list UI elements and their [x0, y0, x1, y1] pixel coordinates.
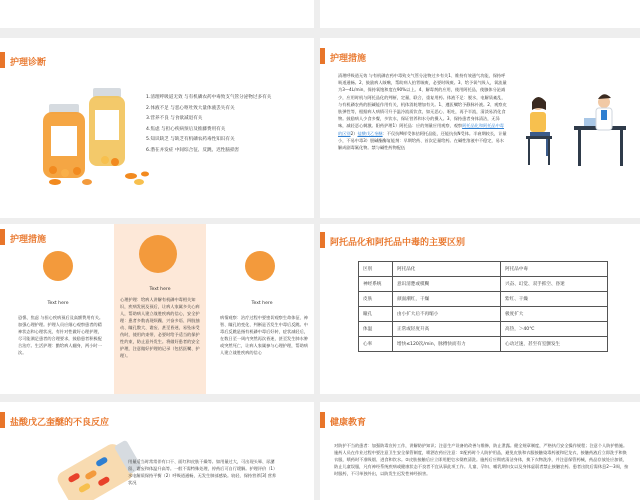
slide-atropine-comparison[interactable]: [320, 224, 640, 394]
slide-title: 护理措施: [330, 54, 367, 64]
slide-top-right[interactable]: [320, 0, 640, 28]
penehyclidine-link[interactable]: 盐酸戊乙奎醚: [357, 130, 383, 136]
adverse-text: 用量适当时常常伴有口干、面红和皮肤干燥等。如用量过大，可出现头晕、尿潴留、谵妄和体温升高等。一般不需特殊处理，停药后可自行缓解。护理评价（1）水电解质保持平衡（2）呼吸道通畅，无发生肺部感染。较轻、保持营养[3] 营养状况: [128, 459, 278, 485]
measures-text: 清理呼吸道无效 与有机磷农药中毒致支气管分泌物过多有关1、维持有效通气功能，保持呼吸道通畅。2、鼓励病人咳嗽，帮助病人拍背咳痰，必要时吸痰。3、给予氧气吸入，氧流量为3—4L/min，保持氧饱和度在90%以上。4、解毒剂的应用，使用阿托品，使腺体分泌减少，应用时机与阿托品化的判断，定量，联合，重复用药。体液不足：脱水，电解质紊乱，与有机磷农药的胆碱能作用有关，机体消耗增加有关。1、遵医嘱给予静脉补液。2、观察皮肤弹性等，根据病人病情可升予温冷流质饮食，如无恶心、呕吐，再予半流，清淡易消化食物。鼓励病人少食多餐，多饮水，保证营养和水分的摄入。3、保持患者身体清洁，无异味，减轻恶心刺激。阳药护理1）阿托品：应的剂量应用观察，观察阿托品化和阿托品中毒的区别2）盐酸戊乙奎醚：不仅抗M样受体拮阿托品能，还能抗抗N受体。半衰期较长，计量小，不易中毒3）胆碱酯酶复能剂：早期给药、首次足量给药。在碱性溶液中不稳定，易水解成剧毒氟化物。禁与碱性药物配伍: [338, 73, 507, 151]
card-heading: Text here: [251, 301, 273, 306]
title-bar: [0, 52, 5, 68]
table-row: 神经系统 意识清楚或模糊 兴奋、幻觉、双手抓空、昏迷: [359, 277, 608, 292]
card-body: 心理护理：给病人讲解有机磷中毒相关知识，疾病发展及预后，让病人家属多关心病人，帮助病人建立战胜疾病的信心，安全护理：患者多数表现烦躁、兴奋多语、四肢抽动、瞳孔散大、谵妄、甚至昏迷，易坠床受伤时，使用约束带，必要时给予适当的保护性约束，防止意外发生。将做好患者的安全护理，注意做好护理的记录（包括医嘱、护理）。: [120, 297, 200, 358]
atropine-link[interactable]: 阿托品化和阿托品中毒的区别: [338, 123, 504, 136]
card-body: 恐惧、焦虑 与担心疾病预后及高额费用有关。加强心理护理。护理人员应细心观察患者的精神状态和心理状况，有针对性做好心理护理，尽可能满足患者的合理要求，鼓励患者积极配合治疗。生活护理：勤给病人翻身，两小时一次。: [18, 315, 104, 355]
slide-title: 盐酸戊乙奎醚的不良反应: [10, 418, 110, 428]
list-item: 4.焦虑 与担心疾病预后及推藤费用有关: [146, 126, 226, 132]
diagnosis-list: [146, 94, 306, 158]
table-header-row: 区别 阿托品化 阿托品中毒: [359, 262, 608, 277]
list-item: 3.营养不良 与食欲减退有关: [146, 116, 203, 122]
list-item: 5.知识缺乏 与缺乏有机磷农药毒性知识有关: [146, 137, 235, 143]
card-middle: [114, 224, 206, 394]
comparison-table: [358, 261, 608, 352]
list-item: 1.清理呼吸道无效 与有机磷农药中毒致支气管分泌物过多有关: [146, 95, 272, 100]
title-bar: [320, 232, 325, 248]
circle-icon: [138, 234, 178, 274]
card-left: [8, 246, 108, 391]
title-bar: [0, 412, 5, 428]
circle-icon: [42, 250, 74, 282]
medicine-bottles-illustration: [35, 78, 155, 188]
circle-icon: [244, 250, 276, 282]
title-bar: [320, 412, 325, 428]
slide-nursing-measures-2[interactable]: [0, 224, 314, 394]
table-row: 皮肤 颜面潮红，干燥 紫红、干燥: [359, 292, 608, 307]
slide-top-left[interactable]: [0, 0, 314, 28]
slide-nursing-diagnosis[interactable]: [0, 38, 314, 218]
slide-adverse-reactions[interactable]: [0, 402, 314, 500]
slide-title: 护理诊断: [10, 58, 47, 68]
card-body: 病情观察：治疗过程中要密切观察生命体征、神智、瞳孔的变化、判断是否发生中毒后反跳。中毒后反跳是指有机磷中毒后好转，症状减轻后，在数日至一周内突然再次昏迷，甚至发生肺水肿或突然死亡，让病人家属参与心理护理，帮助病人建立战胜疾病的信心: [220, 315, 308, 355]
title-bar: [0, 229, 5, 245]
slide-title: 健康教育: [330, 418, 367, 428]
slide-nursing-measures-1[interactable]: [320, 38, 640, 218]
list-item: 6.潜在并发症 中间综合征、反跳、迟性脑损害: [146, 147, 240, 153]
card-right: [212, 246, 312, 391]
slide-title: 阿托品化和阿托品中毒的主要区别: [330, 238, 466, 248]
card-heading: Text here: [47, 301, 69, 306]
title-bar: [320, 48, 325, 64]
slide-title: 护理措施: [10, 235, 47, 245]
table-row: 心率 增快≤120次/min，脉搏快而有力 心动过速，甚至有室颤发生: [359, 337, 608, 352]
card-heading: Text here: [149, 287, 171, 292]
education-text: 对防护不当的患者：加强防毒宣传工作，讲解防护知识；注意生产设备的改善与维修，防止泄露。健全规章制度，严格执行安全操作规程；注意个人防护措施。施药人员在作业过程中要注意卫生安全保管制度，喷洒农药应注意：①配药时个人防护用品，避免皮肤和衣服接触染毒药液和尼龙衣，接触药液后立即洗手和换衣服，喷药时不准吸烟、进食和饮水。②皮肤接触后应立即用肥皂水彻底清洗。施药后应彻底清洁身体，换下衣物洗净，并注意保管药械，药品存放处应加锁，防止儿童误服，凡有神经系统疾病或健康状态不良者不宜从事此项工作。儿童、孕妇、哺乳期妇女以及身体虚弱者禁止接触农药。患者出院后需休息2～3周，按时服药，不可单独外出，以防发生迟发性神经损害。: [334, 443, 629, 476]
slide-health-education[interactable]: [320, 402, 640, 500]
list-item: 2.体液不足 与恶心呕吐致大量体液丢失有关: [146, 105, 235, 111]
table-row: 体温 正常或轻度升高 高热，＞40℃: [359, 322, 608, 337]
doctor-patient-illustration: [516, 88, 636, 178]
table-row: 瞳孔 由小扩大后不再缩小 极度扩大: [359, 307, 608, 322]
